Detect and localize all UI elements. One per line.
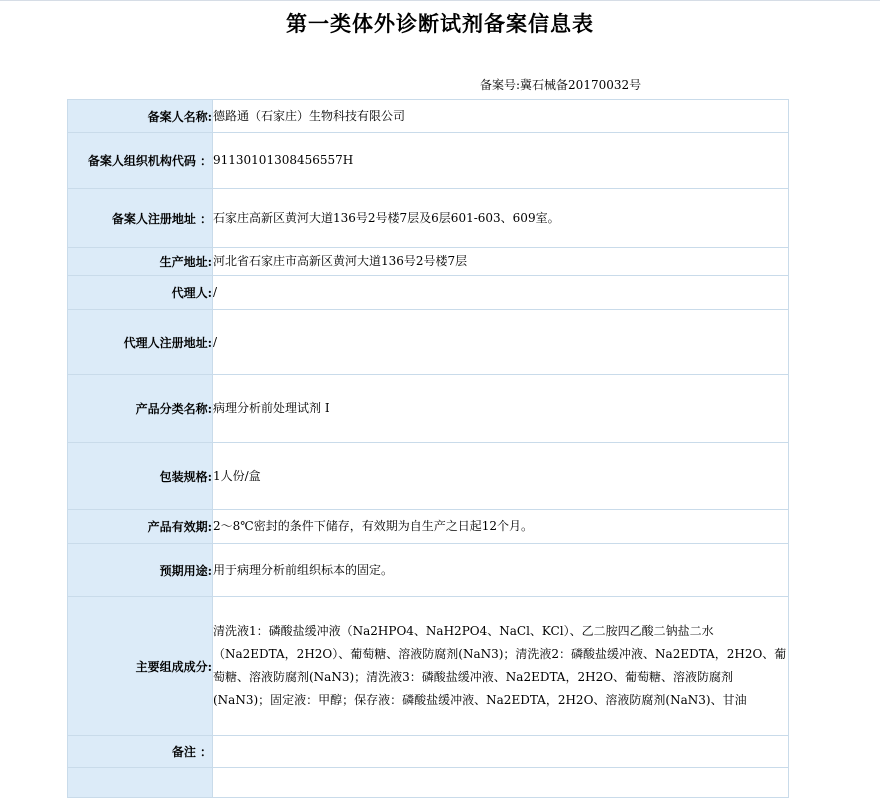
row-value: 石家庄高新区黄河大道136号2号楼7层及6层601-603、609室。 [213, 189, 789, 248]
table-row [68, 768, 789, 798]
table-row [68, 189, 789, 248]
row-label: 代理人: [68, 276, 213, 310]
row-label: 代理人注册地址: [68, 310, 213, 375]
row-label: 产品有效期: [68, 510, 213, 544]
info-table [67, 99, 789, 798]
table-row [68, 100, 789, 133]
row-label: 生产地址: [68, 248, 213, 276]
row-label: 产品分类名称: [68, 375, 213, 443]
row-label [68, 768, 213, 798]
row-value: / [213, 310, 789, 375]
row-label: 备案人组织机构代码 ： [68, 133, 213, 189]
row-value: 清洗液1：磷酸盐缓冲液（Na2HPO4、NaH2PO4、NaCl、KCl）、乙二胺四乙酸二钠盐二水（Na2EDTA，2H2O）、葡萄糖、溶液防腐剂(NaN3)；清洗液2：磷酸盐缓冲液、Na2EDTA，2H2O、葡萄糖、溶液防腐剂(NaN3)；清洗液3：磷酸盐缓冲液、Na2EDTA，2H2O、葡萄糖、溶液防腐剂(NaN3)；固定液：甲醇；保存液：磷酸盐缓冲液、Na2EDTA，2H2O、溶液防腐剂(NaN3)、甘油 [213, 597, 789, 736]
row-value: 德路通（石家庄）生物科技有限公司 [213, 100, 789, 133]
row-value: 2～8℃密封的条件下储存，有效期为自生产之日起12个月。 [213, 510, 789, 544]
row-label: 备案人名称: [68, 100, 213, 133]
row-value: 用于病理分析前组织标本的固定。 [213, 544, 789, 597]
table-row [68, 133, 789, 189]
table-row [68, 276, 789, 310]
row-label: 主要组成成分: [68, 597, 213, 736]
table-row [68, 736, 789, 768]
table-row [68, 510, 789, 544]
table-row [68, 310, 789, 375]
row-value: 病理分析前处理试剂 I [213, 375, 789, 443]
row-value: 1人份/盒 [213, 443, 789, 510]
record-number-label: 备案号: [480, 78, 521, 92]
top-border [0, 0, 880, 1]
record-number-value: 冀石械备20170032号 [520, 78, 642, 92]
row-label: 预期用途: [68, 544, 213, 597]
row-label: 备注 ： [68, 736, 213, 768]
row-value: 91130101308456557H [213, 133, 789, 189]
row-value: 河北省石家庄市高新区黄河大道136号2号楼7层 [213, 248, 789, 276]
row-label: 包装规格: [68, 443, 213, 510]
table-row [68, 544, 789, 597]
row-label: 备案人注册地址 ： [68, 189, 213, 248]
record-number-line [480, 76, 641, 93]
row-value: / [213, 276, 789, 310]
row-value [213, 768, 789, 798]
table-row [68, 375, 789, 443]
page-title: 第一类体外诊断试剂备案信息表 [286, 11, 594, 36]
table-row [68, 597, 789, 736]
row-value [213, 736, 789, 768]
table-row [68, 443, 789, 510]
table-row [68, 248, 789, 276]
